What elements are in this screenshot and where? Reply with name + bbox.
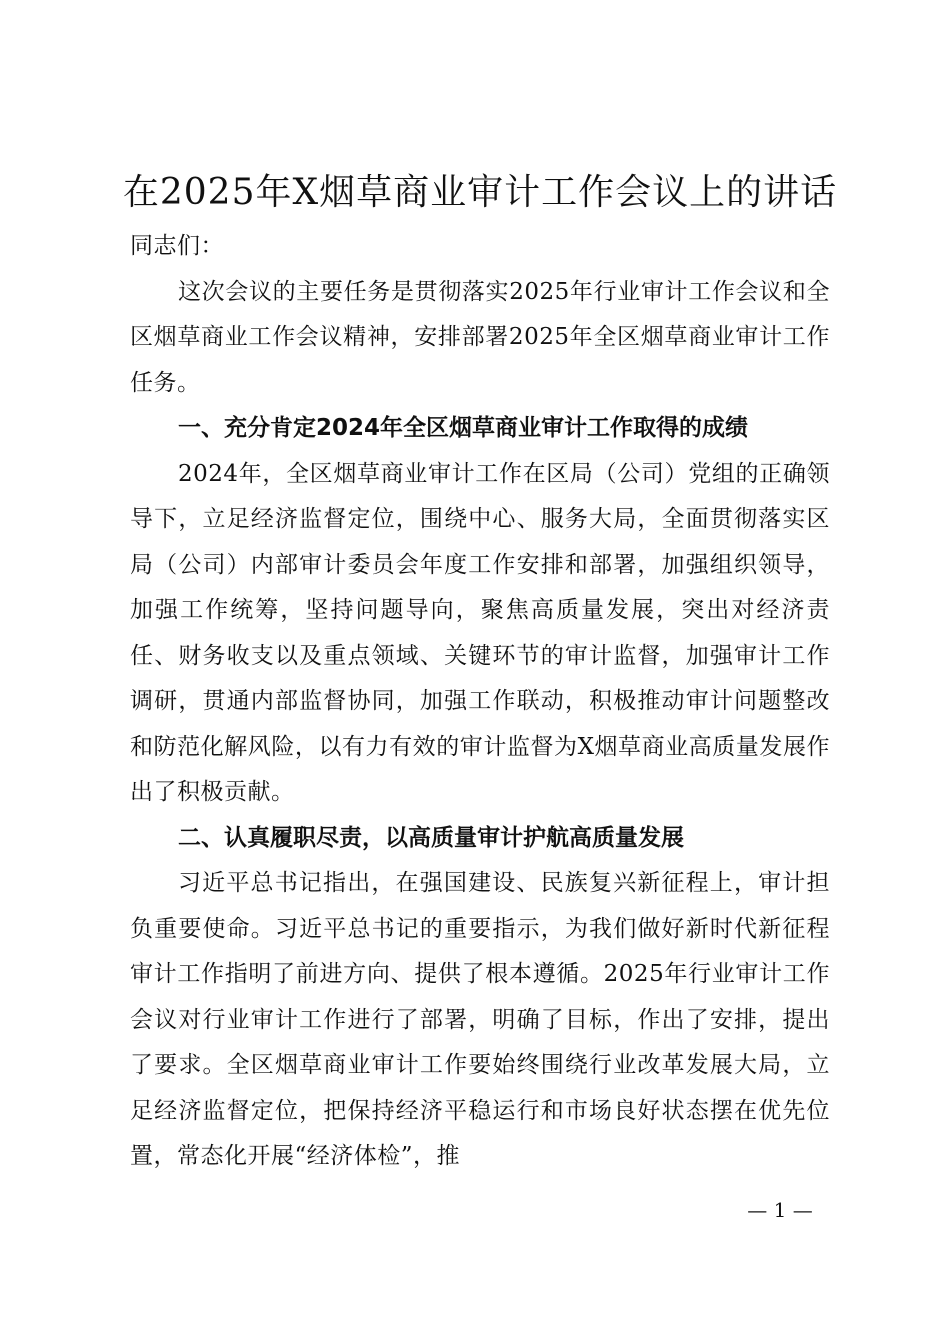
intro-paragraph: 这次会议的主要任务是贯彻落实2025年行业审计工作会议和全区烟草商业工作会议精神，安排部署2025年全区烟草商业审计工作任务。 <box>130 278 830 396</box>
section-2-heading: 二、认真履职尽责，以高质量审计护航高质量发展 <box>178 824 684 851</box>
salutation: 同志们： <box>130 233 224 259</box>
section-1-heading: 一、充分肯定2024年全区烟草商业审计工作取得的成绩 <box>178 415 749 441</box>
section-1-paragraph: 2024年，全区烟草商业审计工作在区局（公司）党组的正确领导下，立足经济监督定位，围绕中心、服务大局，全面贯彻落实区局（公司）内部审计委员会年度工作安排和部署，加强组织领导，加强工作统筹，坚持问题导向，聚焦高质量发展，突出对经济责任、财务收支以及重点领域、关键环节的审计监督，加强审计工作调研，贯通内部监督协同，加强工作联动，积极推动审计问题整改和防范化解风险，以有力有效的审计监督为X烟草商业高质量发展作出了积极贡献。 <box>130 460 830 805</box>
document-body <box>130 224 830 1180</box>
section-2-paragraph: 习近平总书记指出，在强国建设、民族复兴新征程上，审计担负重要使命。习近平总书记的重要指示，为我们做好新时代新征程审计工作指明了前进方向、提供了根本遵循。2025年行业审计工作会议对行业审计工作进行了部署，明确了目标，作出了安排，提出了要求。全区烟草商业审计工作要始终围绕行业改革发展大局，立足经济监督定位，把保持经济平稳运行和市场良好状态摆在优先位置，常态化开展“经济体检”，推 <box>130 870 830 1169</box>
document-title: 在2025年X烟草商业审计工作会议上的讲话 <box>122 172 838 213</box>
page-number: — 1 — <box>747 1198 813 1222</box>
